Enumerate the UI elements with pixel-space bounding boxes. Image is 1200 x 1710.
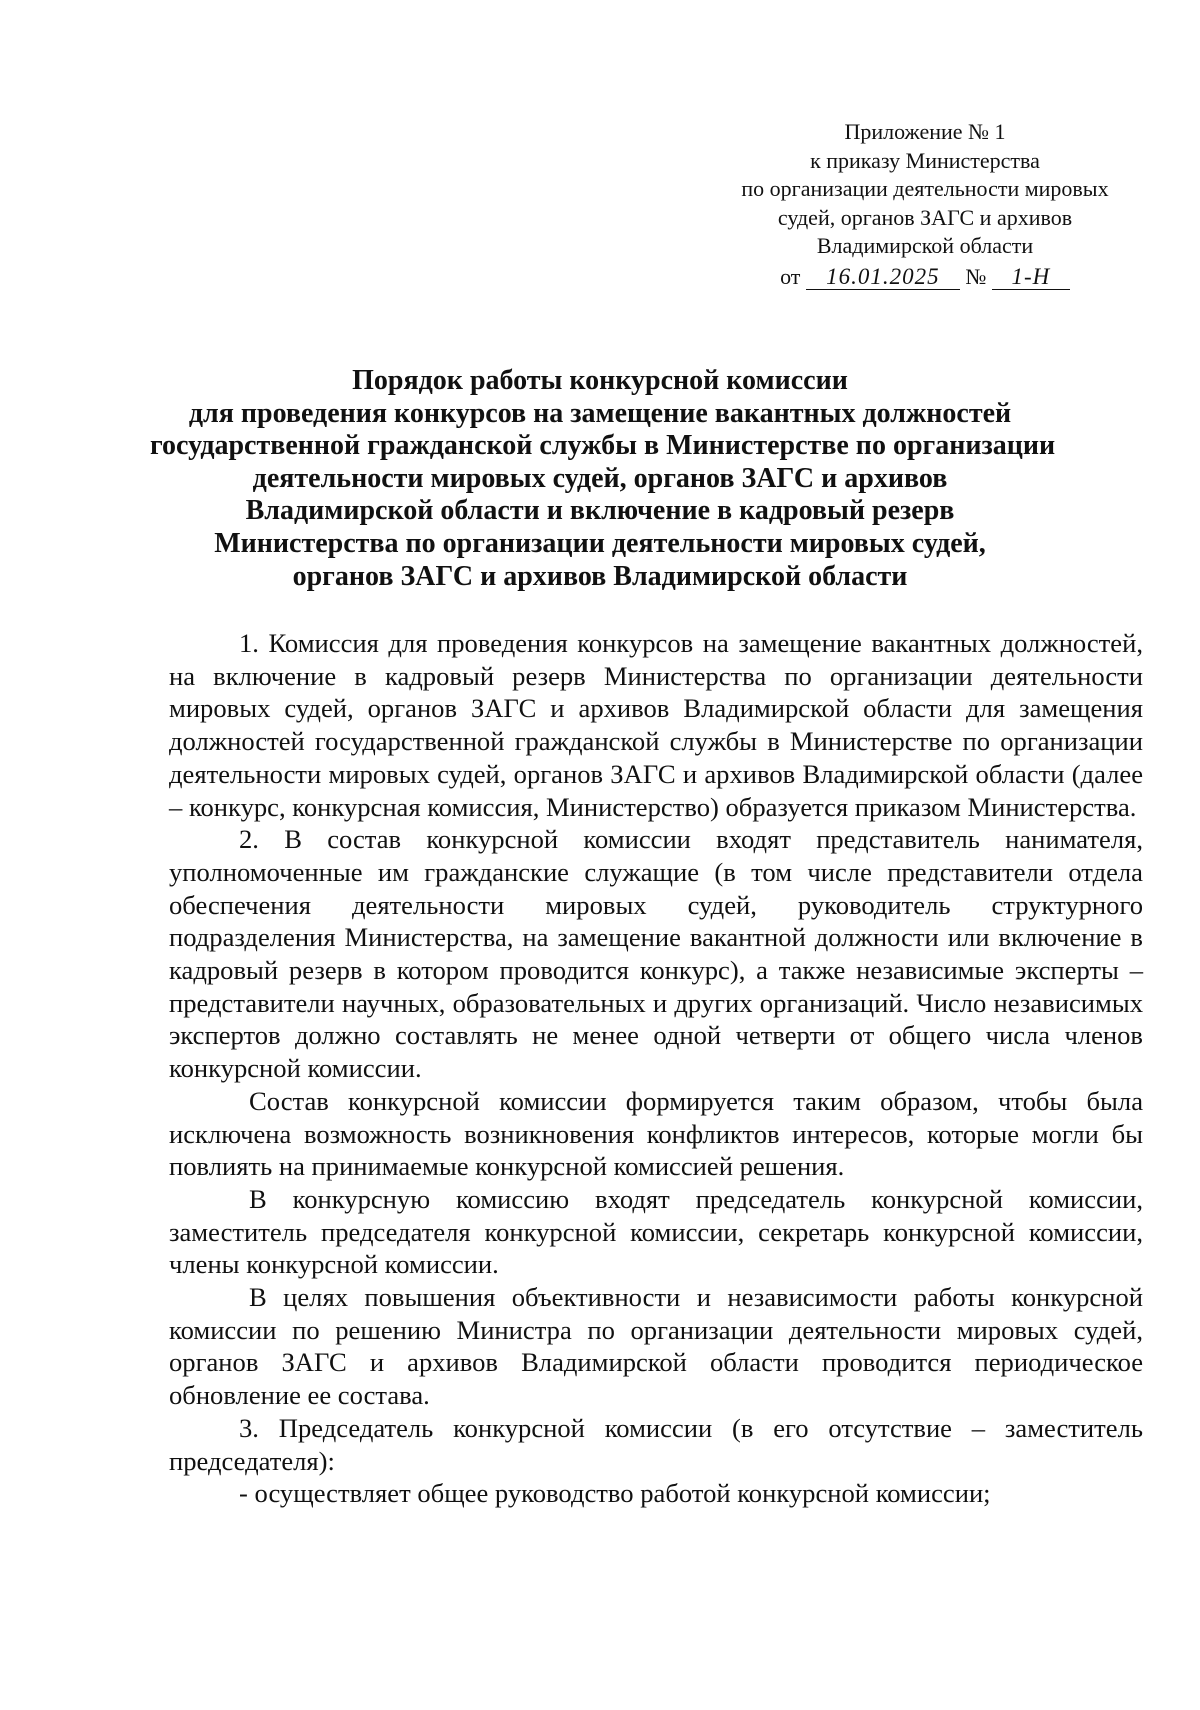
title-line: Владимирской области и включение в кадровый резерв — [245, 495, 955, 527]
document-body — [169, 627, 1143, 1510]
title-line: деятельности мировых судей, органов ЗАГС и архивов — [252, 462, 948, 494]
order-date-number — [715, 263, 1135, 292]
appendix-line: по организации деятельности мировых — [741, 176, 1109, 201]
title-line: Министерства по организации деятельности мировых судей, — [214, 527, 986, 559]
appendix-line: судей, органов ЗАГС и архивов — [777, 204, 1073, 230]
paragraph-members: В конкурсную комиссию входят председатель конкурсной комиссии, заместитель председателя конкурсной комиссии, секретарь конкурсной комиссии, члены конкурсной комиссии. — [169, 1183, 1143, 1280]
paragraph-1: 1. Комиссия для проведения конкурсов на замещение вакантных должностей, на включение в кадровый резерв Министерства по организации деятельности мировых судей, органов ЗАГС и архивов Владимирской области для замещения должностей государственной гражданской службы в Министерстве по организации деятельности мировых судей, органов ЗАГС и архивов Владимирской области (далее – конкурс, конкурсная комиссия, Министерство) образуется приказом Министерства. — [169, 628, 1143, 822]
paragraph-2: 2. В состав конкурсной комиссии входят представитель нанимателя, уполномоченные им гражданские служащие (в том числе представители отдела обеспечения деятельности мировых судей, руководитель структурного подразделения Министерства, на замещение вакантной должности или включение в кадровый резерв в котором проводится конкурс), а также независимые эксперты – представители научных, образовательных и других организаций. Число независимых экспертов должно составлять не менее одной четверти от общего числа членов конкурсной комиссии. — [169, 824, 1143, 1084]
appendix-line: Владимирской области — [816, 233, 1034, 258]
title-line: государственной гражданской службы в Министерстве по организации — [150, 430, 1056, 462]
order-number-handwritten: 1-Н — [992, 265, 1070, 290]
title-line: Порядок работы конкурсной комиссии — [352, 365, 848, 396]
appendix-line: Приложение № 1 — [844, 119, 1006, 144]
paragraph-3: 3. Председатель конкурсной комиссии (в его отсутствие – заместитель председателя): — [169, 1412, 1143, 1476]
paragraph-renewal: В целях повышения объективности и независимости работы конкурсной комиссии по решению Министра по организации деятельности мировых судей, органов ЗАГС и архивов Владимирской области проводится периодическое обновление ее состава. — [169, 1282, 1143, 1411]
appendix-line: к приказу Министерства — [810, 147, 1040, 173]
list-item-dash: - осуществляет общее руководство работой конкурсной комиссии; — [239, 1478, 991, 1509]
title-line: органов ЗАГС и архивов Владимирской области — [292, 560, 908, 592]
order-date-handwritten: 16.01.2025 — [806, 265, 960, 290]
title-line: для проведения конкурсов на замещение вакантных должностей — [188, 397, 1012, 429]
date-prefix: от — [780, 263, 801, 289]
appendix-header — [715, 118, 1135, 291]
paragraph-composition: Состав конкурсной комиссии формируется таким образом, чтобы была исключена возможность возникновения конфликтов интересов, которые могли бы повлиять на принимаемые конкурсной комиссией решения. — [169, 1085, 1143, 1182]
number-label: № — [965, 263, 987, 289]
document-title — [150, 365, 1056, 593]
